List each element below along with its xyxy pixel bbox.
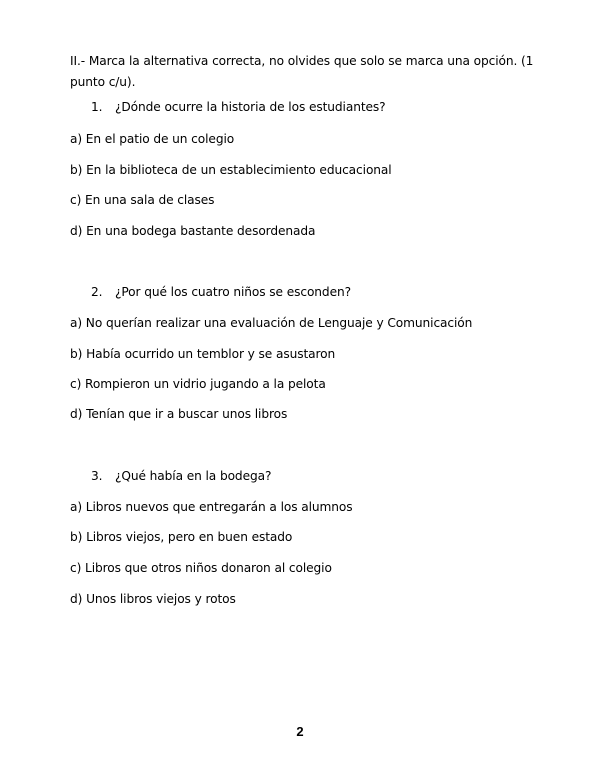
question-text: ¿Qué había en la bodega? — [115, 469, 272, 483]
question-1-option-c: c) En una sala de clases — [70, 193, 215, 207]
question-2-option-d: d) Tenían que ir a buscar unos libros — [70, 407, 288, 421]
question-3-option-d: d) Unos libros viejos y rotos — [70, 592, 236, 606]
question-1-option-a: a) En el patio de un colegio — [70, 132, 235, 146]
question-text: ¿Por qué los cuatro niños se esconden? — [115, 285, 351, 299]
question-2 — [91, 284, 351, 300]
page-number: 2 — [296, 724, 304, 739]
question-2-option-b: b) Había ocurrido un temblor y se asustaron — [70, 347, 336, 361]
question-1-option-d: d) En una bodega bastante desordenada — [70, 224, 316, 238]
question-3-option-b: b) Libros viejos, pero en buen estado — [70, 530, 293, 544]
question-number: 2. — [91, 285, 103, 299]
question-2-option-c: c) Rompieron un vidrio jugando a la pelota — [70, 377, 326, 391]
question-3-option-a: a) Libros nuevos que entregarán a los alumnos — [70, 500, 353, 514]
question-3-option-c: c) Libros que otros niños donaron al colegio — [70, 561, 332, 575]
instructions-text: II.- Marca la alternativa correcta, no olvides que solo se marca una opción. (1 punto c/u). — [70, 54, 534, 89]
question-number: 1. — [91, 100, 103, 114]
question-1 — [91, 99, 386, 115]
question-text: ¿Dónde ocurre la historia de los estudiantes? — [115, 100, 386, 114]
question-3 — [91, 468, 271, 484]
question-number: 3. — [91, 469, 103, 483]
question-2-option-a: a) No querían realizar una evaluación de Lenguaje y Comunicación — [70, 316, 473, 330]
question-1-option-b: b) En la biblioteca de un establecimiento educacional — [70, 163, 392, 177]
